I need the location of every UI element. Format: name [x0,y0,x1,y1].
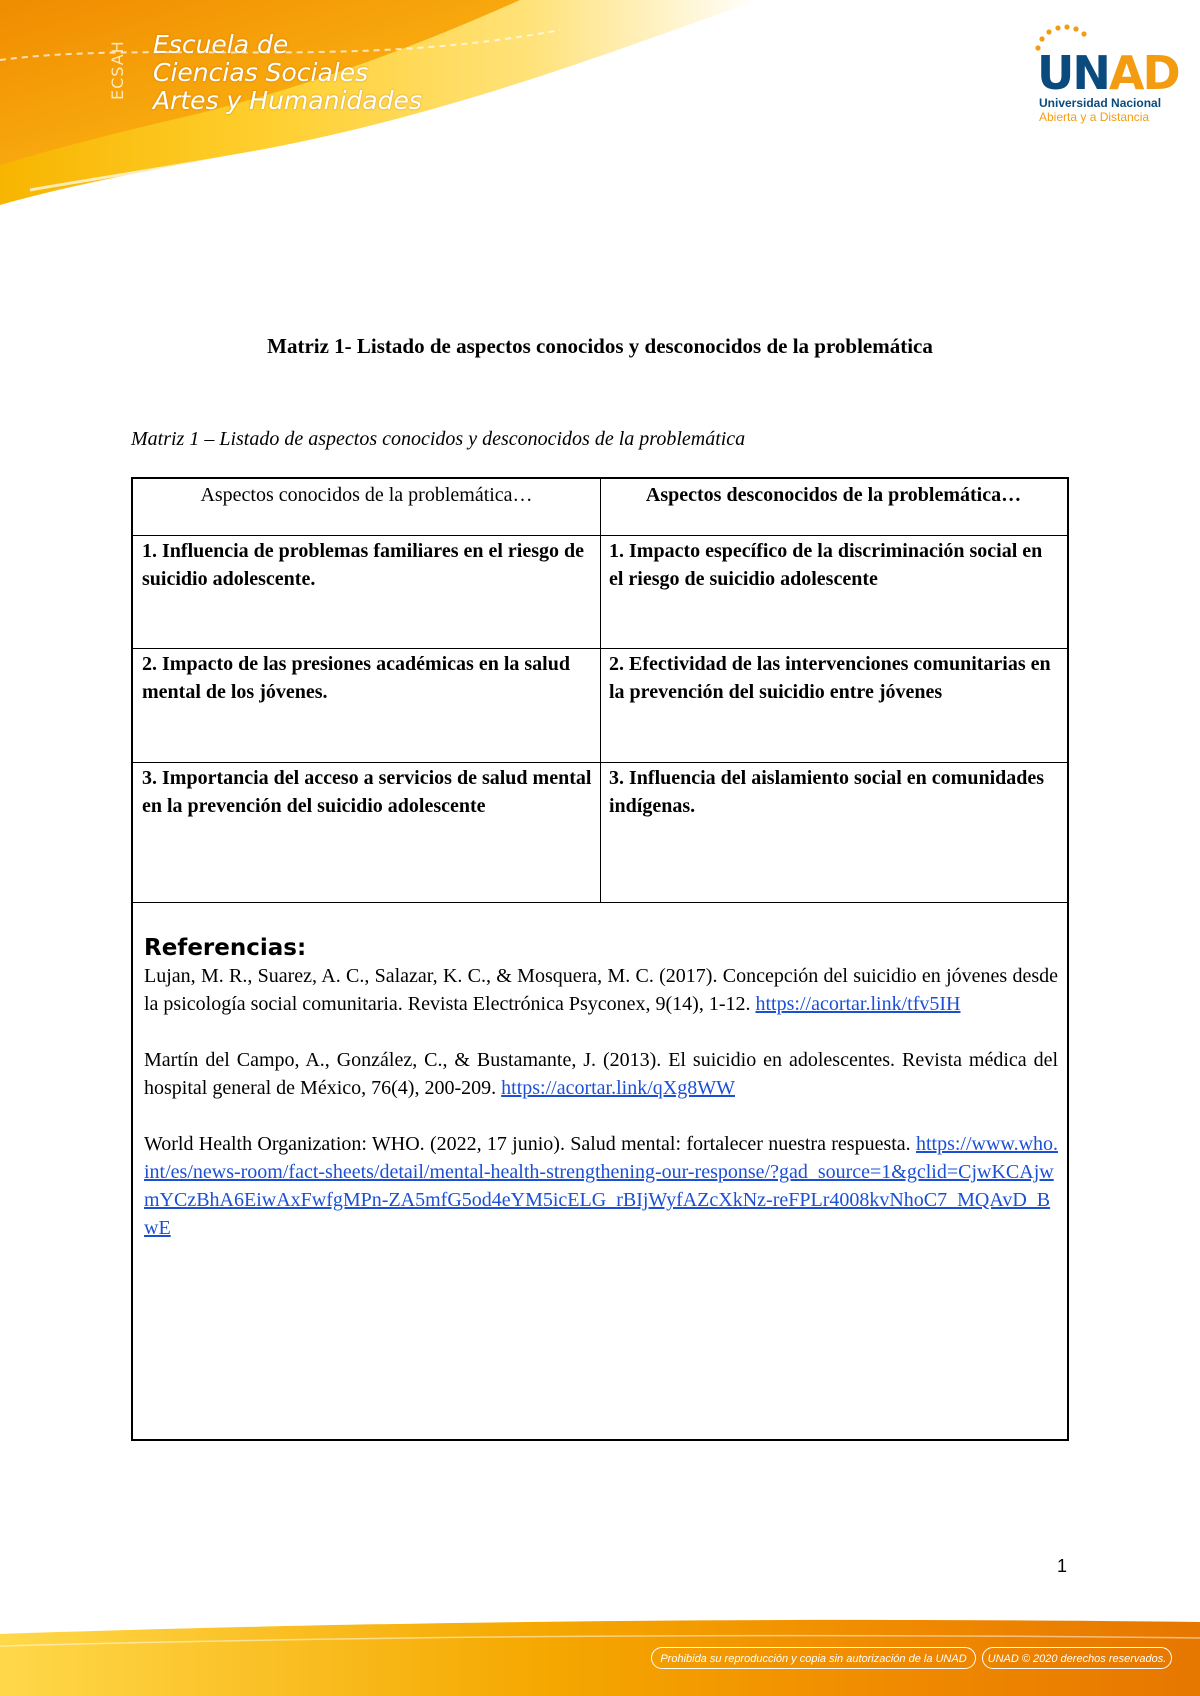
reference-item: World Health Organization: WHO. (2022, 17 junio). Salud mental: fortalecer nuestra respuesta. https://www.who.int/es/news-room/fact-sheets/detail/mental-health-strengthening-our-response/?gad_source=1&gclid=CjwKCAjwmYCzBhA6EiwAxFwfgMPn-ZA5mfG5od4eYM5icELG_rBIjWyfAZcXkNz-reFPLr4008kvNhoC7_MQAvD_BwE [144,1133,1059,1239]
known-aspect-3: 3. Importancia del acceso a servicios de salud mental en la prevención del suicidio adolescente [142,767,592,817]
school-name-line2: Ciencias Sociales [153,58,369,87]
column-header-known: Aspectos conocidos de la problemática… [200,484,533,506]
school-name-line1: Escuela de [153,30,289,59]
reference-link[interactable]: https://www.who.int/es/news-room/fact-sheets/detail/mental-health-strengthening-our-response/?gad_source=1&gclid=CjwKCAjwmYCzBhA6EiwAxFwfgMPn-ZA5mfG5od4eYM5icELG_rBIjWyfAZcXkNz-reFPLr4008kvNhoC7_MQAvD_BwE [144,1133,1059,1239]
footer-copyright: UNAD © 2020 derechos reservados. [982,1647,1172,1669]
footer-notice: Prohibida su reproducción y copia sin autorización de la UNAD [651,1647,976,1669]
logo-university-subtitle: Abierta y a Distancia [1039,110,1150,124]
references-heading: Referencias: [144,935,307,961]
references-section [144,931,1058,1242]
known-aspect-1: 1. Influencia de problemas familiares en el riesgo de suicidio adolescente. [142,540,585,590]
column-header-unknown: Aspectos desconocidos de la problemática… [645,484,1022,506]
ecsah-tag: ECSAH [108,40,127,100]
page-number: 1 [1057,1556,1068,1576]
reference-link[interactable]: https://acortar.link/tfv5IH [755,993,961,1015]
unad-logo [1030,22,1190,132]
unknown-aspect-1: 1. Impacto específico de la discriminación social en el riesgo de suicidio adolescente [609,540,1043,590]
reference-link[interactable]: https://acortar.link/qXg8WW [501,1077,735,1099]
matrix-table [131,477,1069,1441]
unknown-aspect-3: 3. Influencia del aislamiento social en comunidades indígenas. [609,767,1045,817]
unknown-aspect-2: 2. Efectividad de las intervenciones comunitarias en la prevención del suicidio entre jóvenes [609,653,1051,703]
logo-university-name: Universidad Nacional [1039,96,1162,110]
school-name-line3: Artes y Humanidades [153,86,422,115]
document-title: Matriz 1- Listado de aspectos conocidos y desconocidos de la problemática [267,334,933,358]
reference-item: Lujan, M. R., Suarez, A. C., Salazar, K. C., & Mosquera, M. C. (2017). Concepción del suicidio en jóvenes desde la psicología social comunitaria. Revista Electrónica Psyconex, 9(14), 1-12. https://acortar.link/tfv5IH [144,965,1058,1015]
reference-item: Martín del Campo, A., González, C., & Bustamante, J. (2013). El suicidio en adolescentes. Revista médica del hospital general de México, 76(4), 200-209. https://acortar.link/qXg8WW [144,1049,1058,1099]
logo-wordmark: UNAD [1037,46,1179,100]
known-aspect-2: 2. Impacto de las presiones académicas en la salud mental de los jóvenes. [142,653,570,703]
table-caption: Matriz 1 – Listado de aspectos conocidos y desconocidos de la problemática [131,428,746,450]
